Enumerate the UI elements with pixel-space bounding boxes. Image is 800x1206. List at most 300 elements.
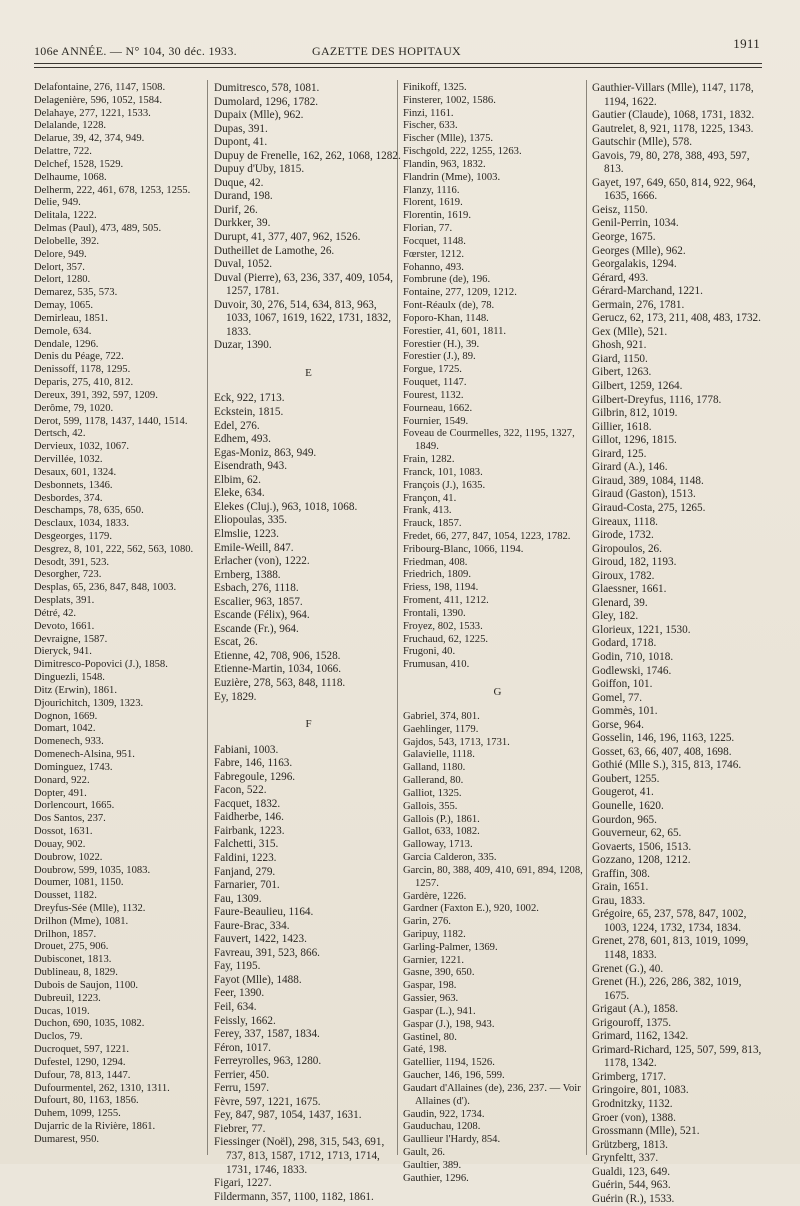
index-entry: Doumer, 1081, 1150. bbox=[34, 877, 124, 889]
index-entry: Delahaye, 277, 1221, 1533. bbox=[34, 107, 151, 119]
index-entry: François (J.), 1635. bbox=[403, 479, 486, 491]
index-column-2 bbox=[214, 82, 404, 1204]
index-entry: Doubrow, 599, 1035, 1083. bbox=[34, 864, 151, 876]
index-entry: Drilhon (Mme), 1081. bbox=[34, 915, 129, 927]
index-entry: Gauduchau, 1208. bbox=[403, 1121, 481, 1133]
index-entry: Delhaume, 1068. bbox=[34, 171, 107, 183]
index-entry: Fey, 847, 987, 1054, 1437, 1631. bbox=[214, 1109, 362, 1122]
index-entry: Garcia Calderon, 335. bbox=[403, 852, 497, 864]
index-entry: Forgue, 1725. bbox=[403, 364, 462, 376]
index-entry: Froment, 411, 1212. bbox=[403, 595, 489, 607]
index-entry: Grigaut (A.), 1858. bbox=[592, 1003, 679, 1016]
index-entry: Détré, 42. bbox=[34, 607, 77, 619]
index-entry: Gourdon, 965. bbox=[592, 813, 657, 826]
index-entry: Gerucz, 62, 173, 211, 408, 483, 1732. bbox=[592, 312, 761, 325]
index-entry: Godin, 710, 1018. bbox=[592, 650, 674, 663]
index-entry: Demarez, 535, 573. bbox=[34, 287, 118, 299]
index-entry: Grenet (H.), 226, 286, 382, 1019, 1675. bbox=[592, 976, 742, 1002]
index-entry: Dupuy de Frenelle, 162, 262, 1068, 1282. bbox=[214, 149, 401, 162]
index-entry: Gautschir (Mlle), 578. bbox=[592, 136, 693, 149]
index-entry: Georgalakis, 1294. bbox=[592, 258, 677, 271]
index-entry: Godard, 1718. bbox=[592, 637, 657, 650]
index-entry: Duque, 42. bbox=[214, 176, 264, 189]
index-entry: Escande (Félix), 964. bbox=[214, 609, 310, 622]
index-entry: Florian, 77. bbox=[403, 223, 453, 235]
index-entry: Flandin, 963, 1832. bbox=[403, 158, 486, 170]
index-entry: Edhem, 493. bbox=[214, 433, 271, 446]
index-entry: Garcin, 80, 388, 409, 410, 691, 894, 1208, 1257. bbox=[403, 864, 583, 889]
index-entry: Giroud, 182, 1193. bbox=[592, 556, 677, 569]
index-entry: Gallerand, 80. bbox=[403, 775, 464, 787]
index-entry: Galloway, 1713. bbox=[403, 839, 473, 851]
index-entry: Fiessinger (Noël), 298, 315, 543, 691, 737, 813, 1587, 1712, 1713, 1714, 1731, 1746, 1833. bbox=[214, 1136, 385, 1176]
index-entry: Dufour, 78, 813, 1447. bbox=[34, 1069, 131, 1081]
index-entry: Grynfeltt, 337. bbox=[592, 1152, 659, 1165]
index-entry: Dutheillet de Lamothe, 26. bbox=[214, 244, 335, 257]
index-entry: Garnier, 1221. bbox=[403, 954, 465, 966]
index-entry: Goubert, 1255. bbox=[592, 772, 660, 785]
index-entry: Gilbrin, 812, 1019. bbox=[592, 407, 678, 420]
index-entry: Flandrin (Mme), 1003. bbox=[403, 171, 501, 183]
index-entry: Fourneau, 1662. bbox=[403, 402, 473, 414]
index-entry: Dreyfus-Sée (Mlle), 1132. bbox=[34, 903, 146, 914]
index-entry: Girard (A.), 146. bbox=[592, 461, 668, 474]
index-entry: Forestier, 41, 601, 1811. bbox=[403, 325, 507, 337]
index-entry: Desorgher, 723. bbox=[34, 569, 102, 581]
index-entry: Guérin (R.), 1533. bbox=[592, 1192, 675, 1205]
index-entry: Friess, 198, 1194. bbox=[403, 582, 479, 594]
index-entry: Dupaix (Mlle), 962. bbox=[214, 109, 304, 122]
index-entry: Desclaux, 1034, 1833. bbox=[34, 518, 130, 530]
index-entry: Giraud-Costa, 275, 1265. bbox=[592, 501, 706, 514]
index-entry: Fabiani, 1003. bbox=[214, 743, 279, 756]
index-entry: Fischgold, 222, 1255, 1263. bbox=[403, 146, 522, 158]
index-entry: Gillier, 1618. bbox=[592, 420, 652, 433]
index-entry: Ferrier, 450. bbox=[214, 1068, 270, 1081]
index-entry: Duzar, 1390. bbox=[214, 339, 272, 352]
index-entry: Gibert, 1263. bbox=[592, 366, 652, 379]
index-entry: Garling-Palmer, 1369. bbox=[403, 941, 498, 953]
index-entry: Delalande, 1228. bbox=[34, 120, 107, 132]
index-entry: Fairbank, 1223. bbox=[214, 824, 285, 837]
index-entry: Duvoir, 30, 276, 514, 634, 813, 963, 1033, 1067, 1619, 1622, 1731, 1832, 1833. bbox=[214, 298, 392, 338]
index-entry: Etienne-Martin, 1034, 1066. bbox=[214, 663, 342, 676]
index-entry: Ferreyrolles, 963, 1280. bbox=[214, 1055, 322, 1068]
index-entry: Donard, 922. bbox=[34, 774, 90, 786]
index-entry: Gassier, 963. bbox=[403, 993, 459, 1005]
index-entry: Demirleau, 1851. bbox=[34, 312, 108, 324]
index-entry: Dognon, 1669. bbox=[34, 710, 98, 722]
journal-title: GAZETTE DES HOPITAUX bbox=[312, 44, 462, 58]
index-entry: Gérard-Marchand, 1221. bbox=[592, 285, 703, 298]
index-entry: Fournier, 1549. bbox=[403, 415, 469, 427]
index-entry: Ey, 1829. bbox=[214, 690, 257, 703]
page-header bbox=[34, 36, 762, 62]
header-rule-thin bbox=[34, 67, 762, 68]
index-entry: Fruchaud, 62, 1225. bbox=[403, 633, 489, 645]
index-entry: Gayet, 197, 649, 650, 814, 922, 964, 1635, 1666. bbox=[592, 176, 756, 203]
index-entry: Eisendrath, 943. bbox=[214, 460, 288, 473]
index-entry: Grau, 1833. bbox=[592, 894, 646, 907]
index-entry: Gothié (Mlle S.), 315, 813, 1746. bbox=[592, 759, 742, 772]
index-entry: Dumarest, 950. bbox=[34, 1133, 100, 1145]
index-entry: Fèvre, 597, 1221, 1675. bbox=[214, 1095, 321, 1108]
index-entry: Faidherbe, 146. bbox=[214, 811, 284, 824]
index-entry: Dubisconet, 1813. bbox=[34, 954, 112, 966]
index-entry: Gaultier, 389. bbox=[403, 1159, 462, 1171]
index-entry: Deschamps, 78, 635, 650. bbox=[34, 505, 144, 517]
index-entry: Derôme, 79, 1020. bbox=[34, 402, 114, 414]
index-entry: Falchetti, 315. bbox=[214, 838, 279, 851]
index-entry: Delafontaine, 276, 1147, 1508. bbox=[34, 82, 166, 93]
index-entry: Durand, 198. bbox=[214, 190, 273, 203]
index-entry: Domart, 1042. bbox=[34, 723, 96, 735]
index-entry: Desaux, 601, 1324. bbox=[34, 466, 117, 478]
section-letter: F bbox=[305, 718, 313, 731]
index-entry: Grützberg, 1813. bbox=[592, 1138, 668, 1151]
index-entry: Gaudin, 922, 1734. bbox=[403, 1108, 485, 1120]
index-entry: Finzi, 1161. bbox=[403, 107, 454, 119]
index-entry: Gougerot, 41. bbox=[592, 786, 654, 799]
index-entry: Dieryck, 941. bbox=[34, 646, 92, 658]
index-entry: Fourest, 1132. bbox=[403, 389, 464, 401]
index-entry: Gommès, 101. bbox=[592, 705, 658, 718]
index-entry: Frugoni, 40. bbox=[403, 646, 456, 658]
index-entry: Facon, 522. bbox=[214, 784, 267, 797]
index-entry: Gosselin, 146, 196, 1163, 1225. bbox=[592, 732, 735, 745]
index-entry: Delarue, 39, 42, 374, 949. bbox=[34, 133, 145, 145]
index-entry: Glaessner, 1661. bbox=[592, 583, 667, 596]
index-entry: Fabre, 146, 1163. bbox=[214, 757, 293, 770]
index-entry: Girode, 1732. bbox=[592, 529, 654, 542]
index-entry: Gauthier, 1296. bbox=[403, 1172, 469, 1184]
index-entry: Duclos, 79. bbox=[34, 1031, 83, 1043]
index-entry: Erlacher (von), 1222. bbox=[214, 555, 310, 568]
index-entry: Devraigne, 1587. bbox=[34, 633, 108, 645]
index-entry: Euzière, 278, 563, 848, 1118. bbox=[214, 676, 346, 689]
index-entry: Gaspar (J.), 198, 943. bbox=[403, 1018, 495, 1030]
index-entry: Doubrow, 1022. bbox=[34, 851, 103, 863]
index-entry: Ducroquet, 597, 1221. bbox=[34, 1044, 130, 1056]
index-entry: Gorse, 964. bbox=[592, 718, 644, 731]
index-entry: Graffin, 308. bbox=[592, 867, 650, 880]
index-entry: Gozzano, 1208, 1212. bbox=[592, 854, 691, 867]
index-entry: Galland, 1180. bbox=[403, 762, 466, 774]
index-entry: Froyez, 802, 1533. bbox=[403, 620, 483, 632]
index-entry: Gaspar, 198. bbox=[403, 980, 457, 992]
index-entry: Favreau, 391, 523, 866. bbox=[214, 946, 320, 959]
index-entry: Dervieux, 1032, 1067. bbox=[34, 441, 130, 453]
index-entry: Duhem, 1099, 1255. bbox=[34, 1108, 121, 1120]
index-entry: Garin, 276. bbox=[403, 916, 451, 928]
index-entry: Feissly, 1662. bbox=[214, 1014, 276, 1027]
index-entry: Fohanno, 493. bbox=[403, 261, 464, 273]
index-entry: Flanzy, 1116. bbox=[403, 184, 460, 196]
index-entry: Dossot, 1631. bbox=[34, 826, 93, 838]
index-entry: Giropoulos, 26. bbox=[592, 542, 662, 555]
index-entry: Delitala, 1222. bbox=[34, 210, 97, 222]
index-entry: Franck, 101, 1083. bbox=[403, 466, 483, 478]
header-rule-thick bbox=[34, 63, 762, 64]
index-entry: Edel, 276. bbox=[214, 419, 260, 432]
index-entry: Ditz (Erwin), 1861. bbox=[34, 684, 117, 696]
index-entry: Ferey, 337, 1587, 1834. bbox=[214, 1028, 320, 1041]
index-entry: Gallot, 633, 1082. bbox=[403, 826, 480, 838]
index-entry: Fabregoule, 1296. bbox=[214, 770, 296, 783]
index-entry: Grigouroff, 1375. bbox=[592, 1016, 672, 1029]
index-entry: Gautier (Claude), 1068, 1731, 1832. bbox=[592, 109, 755, 122]
index-entry: Dubois de Saujon, 1100. bbox=[34, 979, 139, 991]
index-entry: Font-Réaulx (de), 78. bbox=[403, 300, 495, 312]
index-entry: Delattre, 722. bbox=[34, 146, 92, 158]
index-entry: Domenech, 933. bbox=[34, 736, 104, 748]
index-entry: Eliopoulas, 335. bbox=[214, 514, 288, 527]
index-entry: Delmas (Paul), 473, 489, 505. bbox=[34, 223, 162, 235]
index-entry: Denis du Péage, 722. bbox=[34, 351, 124, 363]
index-entry: Ghosh, 921. bbox=[592, 339, 647, 352]
index-entry: Fouquet, 1147. bbox=[403, 377, 467, 389]
index-entry: Duval, 1052. bbox=[214, 258, 273, 271]
index-entry: Dubreuil, 1223. bbox=[34, 992, 101, 1004]
index-entry: Djourichitch, 1309, 1323. bbox=[34, 697, 144, 709]
index-entry: Gomel, 77. bbox=[592, 691, 643, 704]
index-entry: Françon, 41. bbox=[403, 492, 457, 504]
index-column-1 bbox=[34, 82, 224, 1147]
index-entry: Faldini, 1223. bbox=[214, 851, 277, 864]
index-entry: Godlewski, 1746. bbox=[592, 664, 672, 677]
index-entry: Dufestel, 1290, 1294. bbox=[34, 1056, 126, 1068]
index-entry: Gasne, 390, 650. bbox=[403, 967, 475, 979]
index-entry: Fontaine, 277, 1209, 1212. bbox=[403, 287, 517, 299]
index-entry: Escande (Fr.), 964. bbox=[214, 622, 299, 635]
index-entry: Elbim, 62. bbox=[214, 473, 261, 486]
index-entry: Frontali, 1390. bbox=[403, 607, 466, 619]
index-entry: Devoto, 1661. bbox=[34, 620, 95, 632]
index-entry: Frank, 413. bbox=[403, 505, 452, 517]
index-entry: Gaucher, 146, 196, 599. bbox=[403, 1070, 505, 1082]
index-entry: Fombrune (de), 196. bbox=[403, 274, 491, 286]
index-entry: Galavielle, 1118. bbox=[403, 749, 475, 761]
index-entry: Glorieux, 1221, 1530. bbox=[592, 623, 691, 636]
index-entry: Grossmann (Mlle), 521. bbox=[592, 1125, 700, 1138]
index-entry: Dufourmentel, 262, 1310, 1311. bbox=[34, 1082, 170, 1094]
index-entry: Fischer, 633. bbox=[403, 120, 458, 132]
index-entry: Desgeorges, 1179. bbox=[34, 530, 112, 542]
index-entry: Dos Santos, 237. bbox=[34, 813, 106, 825]
index-entry: Giard, 1150. bbox=[592, 352, 648, 365]
index-entry: Gillot, 1296, 1815. bbox=[592, 434, 677, 447]
index-entry: Demole, 634. bbox=[34, 325, 92, 337]
index-entry: Delherm, 222, 461, 678, 1253, 1255. bbox=[34, 184, 191, 196]
index-entry: Féron, 1017. bbox=[214, 1041, 271, 1054]
index-entry: Eckstein, 1815. bbox=[214, 406, 284, 419]
index-entry: Dominguez, 1743. bbox=[34, 761, 113, 773]
index-entry: Dumolard, 1296, 1782. bbox=[214, 95, 319, 108]
index-entry: Florent, 1619. bbox=[403, 197, 463, 209]
index-entry: Faure-Brac, 334. bbox=[214, 919, 290, 932]
section-letter: E bbox=[305, 366, 313, 379]
index-entry: Fildermann, 357, 1100, 1182, 1861. bbox=[214, 1190, 374, 1203]
index-entry: Gérard, 493. bbox=[592, 271, 649, 284]
index-entry: Genil-Perrin, 1034. bbox=[592, 217, 679, 230]
index-entry: Delort, 1280. bbox=[34, 274, 91, 286]
index-entry: Duval (Pierre), 63, 236, 337, 409, 1054, 1257, 1781. bbox=[214, 271, 393, 298]
index-entry: Grégoire, 65, 237, 578, 847, 1002, 1003, 1224, 1732, 1734, 1834. bbox=[592, 908, 747, 934]
index-entry: Delie, 949. bbox=[34, 197, 81, 209]
index-entry: Dertsch, 42. bbox=[34, 428, 86, 440]
index-entry: Gardner (Faxton E.), 920, 1002. bbox=[403, 903, 539, 915]
index-entry: Finikoff, 1325. bbox=[403, 82, 467, 93]
index-entry: Desplats, 391. bbox=[34, 595, 95, 607]
index-entry: Dupas, 391. bbox=[214, 122, 268, 135]
index-entry: Desbonnets, 1346. bbox=[34, 479, 113, 491]
index-entry: Girard, 125. bbox=[592, 447, 647, 460]
index-entry: Derot, 599, 1178, 1437, 1440, 1514. bbox=[34, 415, 188, 427]
index-entry: Foporo-Khan, 1148. bbox=[403, 312, 489, 324]
index-entry: Grodnitzky, 1132. bbox=[592, 1098, 673, 1111]
index-entry: Dupont, 41. bbox=[214, 136, 268, 149]
index-entry: Duchon, 690, 1035, 1082. bbox=[34, 1018, 145, 1030]
index-entry: Frain, 1282. bbox=[403, 454, 455, 466]
index-entry: Delore, 949. bbox=[34, 248, 87, 260]
index-entry: Delchef, 1528, 1529. bbox=[34, 158, 124, 170]
index-entry: Esbach, 276, 1118. bbox=[214, 582, 299, 595]
index-entry: Facquet, 1832. bbox=[214, 797, 281, 810]
index-entry: Desodt, 391, 523. bbox=[34, 556, 110, 568]
index-entry: Fœrster, 1212. bbox=[403, 248, 465, 260]
index-entry: Desplas, 65, 236, 847, 848, 1003. bbox=[34, 582, 177, 594]
index-entry: Gaté, 198. bbox=[403, 1044, 447, 1056]
index-entry: Focquet, 1148. bbox=[403, 235, 466, 247]
index-entry: Gaspar (L.), 941. bbox=[403, 1005, 476, 1017]
index-entry: Dinguezli, 1548. bbox=[34, 672, 105, 684]
index-entry: George, 1675. bbox=[592, 231, 656, 244]
index-entry: Dujarric de la Rivière, 1861. bbox=[34, 1121, 156, 1133]
index-entry: Dufourt, 80, 1163, 1856. bbox=[34, 1095, 139, 1107]
index-entry: Dopter, 491. bbox=[34, 787, 87, 799]
index-entry: Gaudart d'Allaines (de), 236, 237. — Voir Allaines (d'). bbox=[403, 1082, 581, 1107]
index-entry: Gautrelet, 8, 921, 1178, 1225, 1343. bbox=[592, 122, 754, 135]
index-entry: Drouet, 275, 906. bbox=[34, 941, 109, 953]
index-entry: Durupt, 41, 377, 407, 962, 1526. bbox=[214, 231, 361, 244]
index-entry: Gastinel, 80. bbox=[403, 1031, 457, 1043]
index-entry: Delort, 357. bbox=[34, 261, 85, 273]
index-entry: Dousset, 1182. bbox=[34, 890, 97, 902]
index-entry: Etienne, 42, 708, 906, 1528. bbox=[214, 649, 341, 662]
index-entry: Geisz, 1150. bbox=[592, 203, 648, 216]
index-entry: Escat, 26. bbox=[214, 636, 258, 649]
index-entry: Gaehlinger, 1179. bbox=[403, 723, 479, 735]
index-entry: Gabriel, 374, 801. bbox=[403, 710, 480, 722]
index-entry: Gault, 26. bbox=[403, 1147, 446, 1159]
index-entry: Dervillée, 1032. bbox=[34, 454, 103, 466]
index-entry: Gex (Mlle), 521. bbox=[592, 325, 668, 338]
index-entry: Deparis, 275, 410, 812. bbox=[34, 377, 134, 389]
index-entry: Eleke, 634. bbox=[214, 487, 265, 500]
index-entry: Friedman, 408. bbox=[403, 556, 468, 568]
index-entry: Dublineau, 8, 1829. bbox=[34, 967, 118, 979]
index-entry: Grimard-Richard, 125, 507, 599, 813, 1178, 1342. bbox=[592, 1043, 762, 1070]
index-entry: Dumitresco, 578, 1081. bbox=[214, 82, 320, 94]
index-entry: Durkker, 39. bbox=[214, 217, 271, 230]
index-entry: Foveau de Courmelles, 322, 1195, 1327, 1849. bbox=[403, 428, 575, 453]
index-entry: Durif, 26. bbox=[214, 203, 258, 216]
index-entry: Feil, 634. bbox=[214, 1001, 257, 1013]
index-entry: Delagenière, 596, 1052, 1584. bbox=[34, 94, 162, 106]
index-entry: Galliot, 1325. bbox=[403, 787, 462, 799]
index-entry: Drilhon, 1857. bbox=[34, 928, 97, 940]
index-entry: Gajdos, 543, 1713, 1731. bbox=[403, 736, 510, 748]
index-column-4 bbox=[592, 82, 768, 1206]
index-entry: Finsterer, 1002, 1586. bbox=[403, 94, 496, 106]
index-entry: Ferru, 1597. bbox=[214, 1082, 269, 1095]
page-number: 1911 bbox=[733, 36, 760, 51]
index-entry: Desgrez, 8, 101, 222, 562, 563, 1080. bbox=[34, 543, 194, 555]
index-entry: Domenech-Alsina, 951. bbox=[34, 749, 135, 761]
index-entry: Gounelle, 1620. bbox=[592, 799, 664, 812]
index-entry: Figari, 1227. bbox=[214, 1177, 272, 1190]
index-entry: Garipuy, 1182. bbox=[403, 929, 466, 940]
index-entry: Eck, 922, 1713. bbox=[214, 392, 285, 405]
index-entry: Gavois, 79, 80, 278, 388, 493, 597, 813. bbox=[592, 149, 750, 176]
index-entry: Gauthier-Villars (Mlle), 1147, 1178, 1194, 1622. bbox=[592, 82, 754, 108]
index-column-3 bbox=[403, 82, 593, 1186]
index-entry: Fischer (Mlle), 1375. bbox=[403, 133, 494, 145]
index-entry: Desbordes, 374. bbox=[34, 492, 103, 504]
index-entry: Frumusan, 410. bbox=[403, 659, 470, 671]
index-entry: Fribourg-Blanc, 1066, 1194. bbox=[403, 543, 524, 555]
index-entry: Gilbert-Dreyfus, 1116, 1778. bbox=[592, 393, 722, 406]
index-entry: Goiffon, 101. bbox=[592, 678, 653, 691]
index-entry: Gilbert, 1259, 1264. bbox=[592, 380, 683, 393]
index-entry: Gualdi, 123, 649. bbox=[592, 1165, 670, 1178]
index-entry: Fayot (Mlle), 1488. bbox=[214, 973, 302, 986]
index-entry: Escalier, 963, 1857. bbox=[214, 595, 303, 608]
index-entry: Gallois, 355. bbox=[403, 800, 458, 812]
index-entry: Fiebrer, 77. bbox=[214, 1122, 266, 1135]
index-entry: Egas-Moniz, 863, 949. bbox=[214, 446, 317, 459]
index-entry: Fauvert, 1422, 1423. bbox=[214, 933, 307, 946]
index-entry: Gireaux, 1118. bbox=[592, 515, 658, 528]
index-entry: Denissoff, 1178, 1295. bbox=[34, 364, 131, 376]
index-entry: Farnarier, 701. bbox=[214, 879, 280, 892]
index-entry: Gringoire, 801, 1083. bbox=[592, 1084, 689, 1097]
index-entry: Friedrich, 1809. bbox=[403, 569, 471, 581]
index-entry: Grenet, 278, 601, 813, 1019, 1099, 1148, 1833. bbox=[592, 935, 749, 961]
index-entry: Gley, 182. bbox=[592, 610, 639, 623]
index-entry: Frauck, 1857. bbox=[403, 518, 462, 530]
index-entry: Feer, 1390. bbox=[214, 987, 265, 1000]
index-entry: Ernberg, 1388. bbox=[214, 568, 281, 581]
index-entry: Dimitresco-Popovici (J.), 1858. bbox=[34, 659, 168, 671]
index-entry: Groer (von), 1388. bbox=[592, 1111, 676, 1124]
index-entry: Florentin, 1619. bbox=[403, 210, 471, 222]
index-entry: Douay, 902. bbox=[34, 838, 86, 850]
index-entry: Ducas, 1019. bbox=[34, 1005, 90, 1017]
index-entry: Gatellier, 1194, 1526. bbox=[403, 1057, 495, 1069]
index-entry: Fanjand, 279. bbox=[214, 865, 276, 878]
index-entry: Demay, 1065. bbox=[34, 300, 94, 312]
index-entry: Giraud, 389, 1084, 1148. bbox=[592, 474, 704, 487]
index-entry: Giraud (Gaston), 1513. bbox=[592, 488, 696, 501]
index-entry: Fay, 1195. bbox=[214, 960, 261, 973]
index-entry: Forestier (H.), 39. bbox=[403, 338, 480, 350]
index-entry: Grimberg, 1717. bbox=[592, 1070, 667, 1083]
index-entry: Georges (Mlle), 962. bbox=[592, 244, 686, 257]
index-entry: Glenard, 39. bbox=[592, 596, 648, 609]
index-entry: Gouverneur, 62, 65. bbox=[592, 827, 682, 840]
index-entry: Govaerts, 1506, 1513. bbox=[592, 840, 692, 853]
